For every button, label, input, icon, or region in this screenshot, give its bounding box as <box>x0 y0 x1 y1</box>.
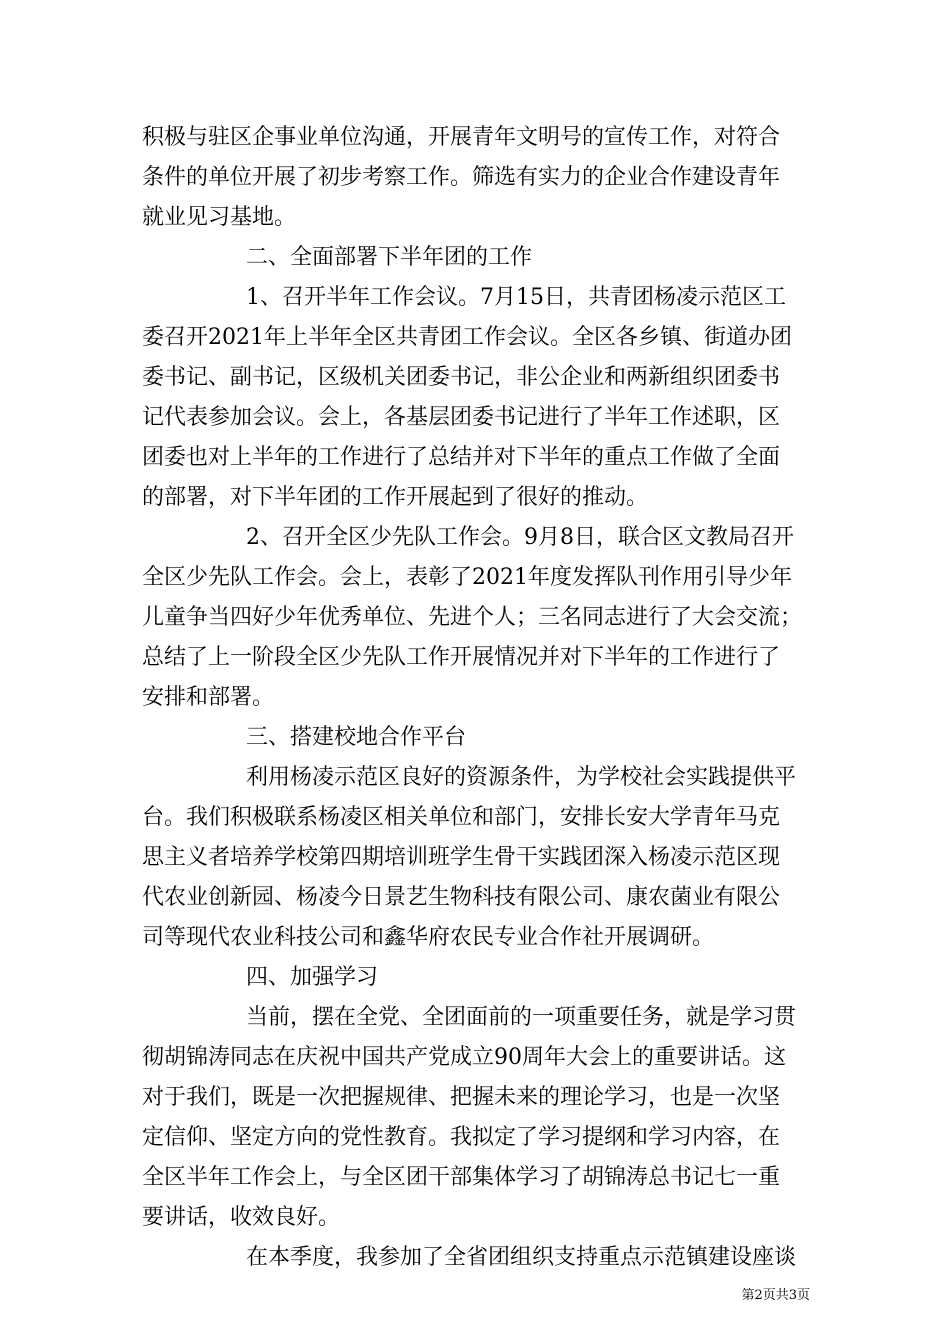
text-line: 在本季度，我参加了全省团组织支持重点示范镇建设座谈 <box>246 1245 797 1270</box>
text-line: 当前，摆在全党、全团面前的一项重要任务，就是学习贯 <box>246 1005 797 1030</box>
text-line: 委书记、副书记，区级机关团委书记，非公企业和两新组织团委书 <box>142 365 781 390</box>
text-line: 儿童争当四好少年优秀单位、先进个人；三名同志进行了大会交流； <box>142 605 803 630</box>
text-line: 安排和部署。 <box>142 685 275 710</box>
text-line: 1、召开半年工作会议。7月15日，共青团杨凌示范区工 <box>246 285 786 310</box>
section-heading: 四、加强学习 <box>246 965 379 990</box>
text-line: 利用杨凌示范区良好的资源条件，为学校社会实践提供平 <box>246 765 797 790</box>
section-heading: 三、搭建校地合作平台 <box>246 725 467 750</box>
text-line: 积极与驻区企事业单位沟通，开展青年文明号的宣传工作，对符合 <box>142 125 781 150</box>
section-heading: 二、全面部署下半年团的工作 <box>246 245 533 270</box>
text-line: 委召开2021年上半年全区共青团工作会议。全区各乡镇、街道办团 <box>142 325 792 350</box>
text-line: 就业见习基地。 <box>142 205 297 230</box>
text-line: 台。我们积极联系杨凌区相关单位和部门，安排长安大学青年马克 <box>142 805 781 830</box>
text-line: 定信仰、坚定方向的党性教育。我拟定了学习提纲和学习内容，在 <box>142 1125 781 1150</box>
text-line: 代农业创新园、杨凌今日景艺生物科技有限公司、康农菌业有限公 <box>142 885 781 910</box>
text-line: 2、召开全区少先队工作会。9月8日，联合区文教局召开 <box>246 525 794 550</box>
text-line: 要讲话，收效良好。 <box>142 1205 341 1230</box>
text-line: 总结了上一阶段全区少先队工作开展情况并对下半年的工作进行了 <box>142 645 781 670</box>
document-body <box>142 118 808 1278</box>
text-line: 司等现代农业科技公司和鑫华府农民专业合作社开展调研。 <box>142 925 715 950</box>
text-line: 全区半年工作会上，与全区团干部集体学习了胡锦涛总书记七一重 <box>142 1165 781 1190</box>
text-line: 条件的单位开展了初步考察工作。筛选有实力的企业合作建设青年 <box>142 165 781 190</box>
text-line: 记代表参加会议。会上，各基层团委书记进行了半年工作述职，区 <box>142 405 781 430</box>
text-line: 对于我们，既是一次把握规律、把握未来的理论学习，也是一次坚 <box>142 1085 781 1110</box>
text-line: 的部署，对下半年团的工作开展起到了很好的推动。 <box>142 485 649 510</box>
text-line: 团委也对上半年的工作进行了总结并对下半年的重点工作做了全面 <box>142 445 781 470</box>
page-number-footer: 第2页共3页 <box>741 1288 810 1303</box>
text-line: 思主义者培养学校第四期培训班学生骨干实践团深入杨凌示范区现 <box>142 845 781 870</box>
text-line: 全区少先队工作会。会上，表彰了2021年度发挥队刊作用引导少年 <box>142 565 792 590</box>
text-line: 彻胡锦涛同志在庆祝中国共产党成立90周年大会上的重要讲话。这 <box>142 1045 786 1070</box>
